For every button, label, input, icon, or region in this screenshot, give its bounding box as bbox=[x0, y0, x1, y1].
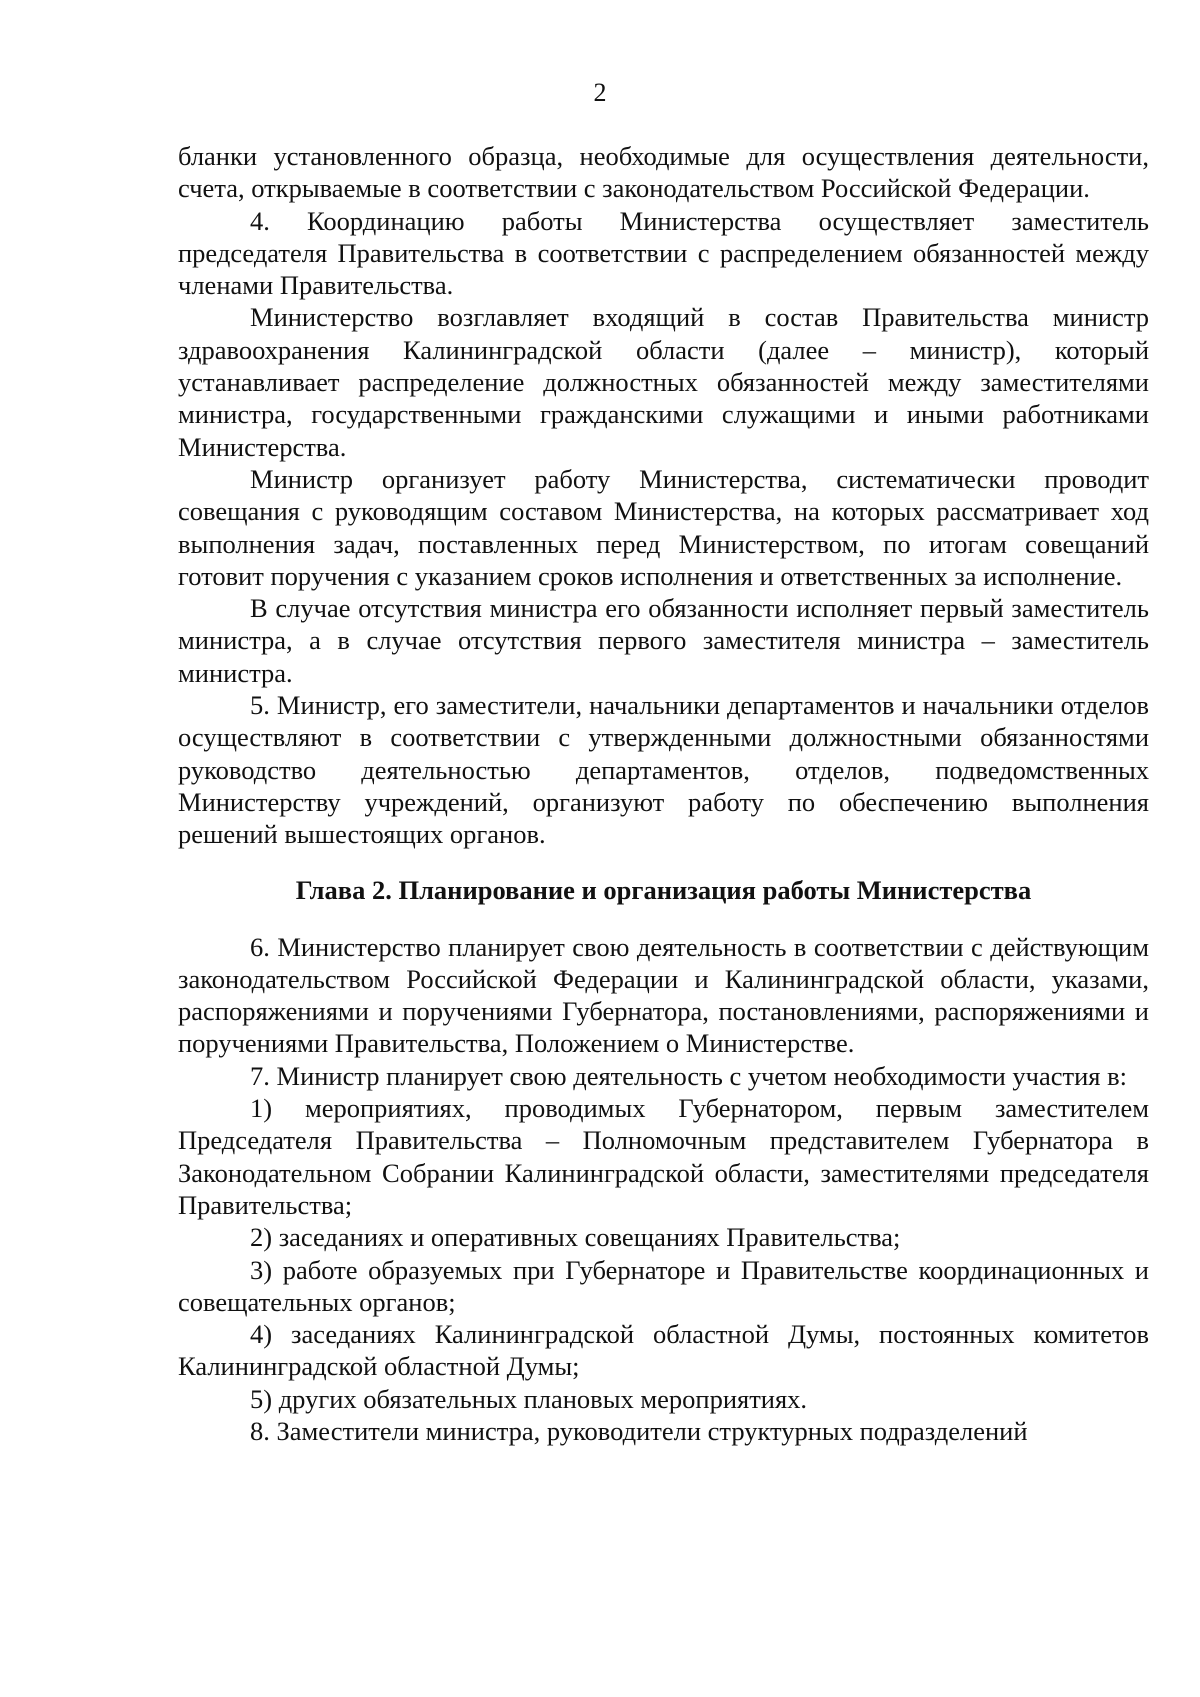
page-number: 2 bbox=[593, 78, 607, 107]
list-item: 1) мероприятиях, проводимых Губернатором, первым заместителем Председателя Правительства – Полномочным представителем Губернатора в Законодательном Собрании Калининградской области, заместителями председателя Правительства; bbox=[178, 1093, 1149, 1220]
chapter-title: Глава 2. Планирование и организация работы Министерства bbox=[295, 874, 1032, 905]
list-item: 2) заседаниях и оперативных совещаниях Правительства; bbox=[250, 1222, 901, 1253]
paragraph: 8. Заместители министра, руководители структурных подразделений bbox=[250, 1415, 1028, 1446]
paragraph: бланки установленного образца, необходимые для осуществления деятельности, счета, открываемые в соответствии с законодательством Российской Федерации. bbox=[178, 141, 1149, 204]
paragraph: Министерство возглавляет входящий в состав Правительства министр здравоохранения Калининградской области (далее – министр), который устанавливает распределение должностных обязанностей между заместителями министра, государственными гражданскими служащими и иными работниками Министерства. bbox=[178, 302, 1149, 462]
paragraph: 6. Министерство планирует свою деятельность в соответствии с действующим законодательством Российской Федерации и Калининградской области, указами, распоряжениями и поручениями Губернатора, постановлениями, распоряжениями и поручениями Правительства, Положением о Министерстве. bbox=[178, 931, 1149, 1059]
paragraph: 5. Министр, его заместители, начальники департаментов и начальники отделов осуществляют в соответствии с утвержденными должностными обязанностями руководство деятельностью департаментов, отделов, подведомственных Министерству учреждений, организуют работу по обеспечению выполнения решений вышестоящих органов. bbox=[178, 690, 1149, 850]
paragraph: 4. Координацию работы Министерства осуществляет заместитель председателя Правительства в соответствии с распределением обязанностей между членами Правительства. bbox=[178, 205, 1149, 301]
document-body bbox=[178, 140, 1149, 1447]
list-item: 5) других обязательных плановых мероприятиях. bbox=[250, 1383, 808, 1414]
list-item: 4) заседаниях Калининградской областной Думы, постоянных комитетов Калининградской областной Думы; bbox=[178, 1319, 1149, 1382]
list-item: 3) работе образуемых при Губернаторе и Правительстве координационных и совещательных органов; bbox=[178, 1254, 1149, 1317]
paragraph: Министр организует работу Министерства, систематически проводит совещания с руководящим составом Министерства, на которых рассматривает ход выполнения задач, поставленных перед Министерством, по итогам совещаний готовит поручения с указанием сроков исполнения и ответственных за исполнение. bbox=[178, 463, 1149, 591]
paragraph: 7. Министр планирует свою деятельность с учетом необходимости участия в: bbox=[250, 1060, 1127, 1091]
paragraph: В случае отсутствия министра его обязанности исполняет первый заместитель министра, а в случае отсутствия первого заместителя министра – заместитель министра. bbox=[178, 593, 1149, 688]
